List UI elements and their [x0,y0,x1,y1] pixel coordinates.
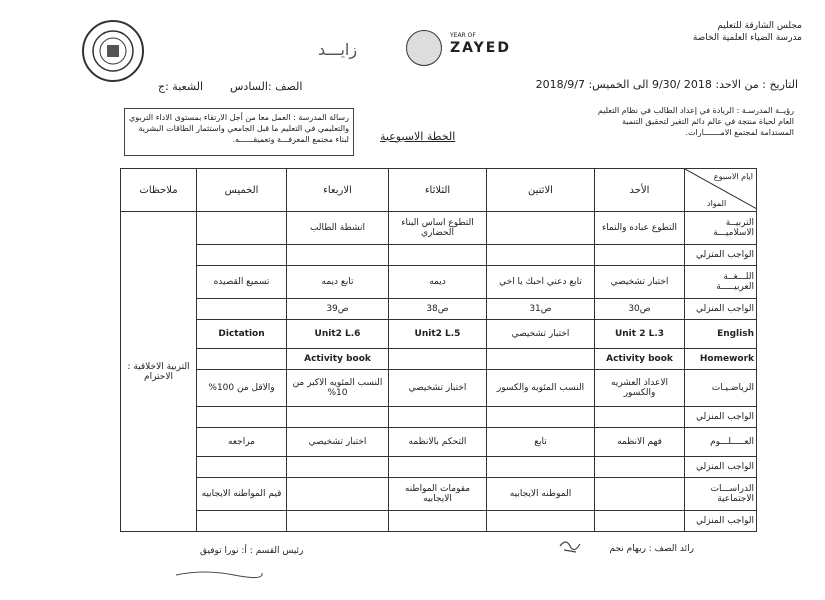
plan-cell: التطوع عباده والنماء [595,212,685,245]
section-label: الشعبة :ج [158,80,204,93]
plan-cell: التحكم بالانظمه [389,428,487,457]
subject-cell: العـــــلـــوم [685,428,757,457]
corner-days-label: ايام الاسبوع [713,172,753,181]
plan-cell [389,349,487,370]
grade-label: الصف :السادس [230,80,303,93]
table-row [121,266,757,299]
plan-cell [595,457,685,478]
subject-cell: الواجب المنزلي [685,511,757,532]
notes-cell: التربية الاخلاقية : الاحترام [121,212,197,532]
plan-cell: الاعداد العشريه والكسور [595,370,685,407]
plan-cell: والاقل من 100% [197,370,287,407]
plan-cell: انشطة الطالب [287,212,389,245]
table-row [121,299,757,320]
plan-cell: Unit2 L.5 [389,320,487,349]
table-row [121,370,757,407]
plan-cell: Activity book [287,349,389,370]
plan-cell: ديمه [389,266,487,299]
plan-cell: اختبار تشخيصي [487,320,595,349]
table-row [121,212,757,245]
plan-cell: ص39 [287,299,389,320]
plan-cell: اختبار تشخيصي [595,266,685,299]
head-of-dept-signature: رئيس القسم : أ: نورا توفيق [200,546,304,556]
plan-cell: Dictation [197,320,287,349]
plan-cell [595,478,685,511]
plan-cell [197,245,287,266]
plan-cell: تابع دعني احبك يا اخي [487,266,595,299]
table-row [121,478,757,511]
plan-cell [287,457,389,478]
plan-cell: ص31 [487,299,595,320]
weekly-plan-table [120,168,757,532]
subject-cell: Homework [685,349,757,370]
class-leader-signature: رائد الصف : ريهام نجم [609,544,694,554]
plan-cell: الموطنه الايجابيه [487,478,595,511]
corner-cell [685,169,757,212]
subject-cell: الواجب المنزلي [685,299,757,320]
plan-cell: مقومات المواطنه الايجابيه [389,478,487,511]
plan-cell: التطوع اساس البناء الحضاري [389,212,487,245]
school-message: رسالة المدرسة : العمل معا من أجل الارتقاء بمستوى الاداء التربوي والتعليمي في التعليم ما قبل الجامعي واستثمار الطاقات البشرية لبناء مجتمع المعرفـــة وتعميقــــــه. [124,108,354,156]
table-row [121,457,757,478]
plan-cell [197,511,287,532]
subject-cell: الواجب المنزلي [685,457,757,478]
table-row [121,245,757,266]
year-of-zayed-logo [318,28,558,64]
subject-cell: English [685,320,757,349]
plan-cell [389,245,487,266]
school-seal-icon [82,20,144,82]
subject-cell: اللـــغــة العربيـــــة [685,266,757,299]
plan-cell [487,212,595,245]
plan-cell: قيم المواطنه الايجابيه [197,478,287,511]
day-header: الأحد [595,169,685,212]
plan-cell [389,457,487,478]
council-name: مجلس الشارقة للتعليم [717,21,802,31]
day-header: الخميس [197,169,287,212]
plan-cell [389,511,487,532]
plan-cell: Unit2 L.6 [287,320,389,349]
plan-cell: النسب المئويه الاكبر من 10% [287,370,389,407]
plan-cell: اختبار تشخيصي [287,428,389,457]
zayed-english: ZAYED [450,40,511,56]
plan-cell [287,511,389,532]
plan-cell: تابع [487,428,595,457]
plan-cell [595,245,685,266]
handwritten-signature-icon-2 [174,564,264,583]
plan-cell: ص38 [389,299,487,320]
plan-cell [487,511,595,532]
zayed-portrait-icon [406,30,442,66]
notes-header: ملاحظات [121,169,197,212]
table-row [121,511,757,532]
plan-cell: فهم الانظمه [595,428,685,457]
plan-cell: تسميع القصيده [197,266,287,299]
plan-cell [487,407,595,428]
subject-cell: الواجب المنزلي [685,407,757,428]
plan-cell [595,407,685,428]
school-header [622,20,802,44]
table-row [121,428,757,457]
table-row [121,320,757,349]
day-header: الثلاثاء [389,169,487,212]
plan-cell: Activity book [595,349,685,370]
handwritten-signature-icon [558,536,582,562]
plan-cell [197,212,287,245]
subject-cell: الرياضـيـات [685,370,757,407]
plan-cell [197,407,287,428]
plan-cell [487,245,595,266]
plan-cell [287,245,389,266]
date-range: التاريخ : من الاحد: 2018 /9/30 الى الخميس: 2018/9/7 [535,78,798,91]
plan-cell [197,457,287,478]
plan-cell [595,511,685,532]
plan-cell [287,478,389,511]
plan-cell: مراجعه [197,428,287,457]
plan-cell: Unit 2 L.3 [595,320,685,349]
corner-subjects-label: المواد [707,199,727,208]
plan-title: الخطة الاسبوعية [380,130,456,143]
zayed-arabic: زايـــد [318,40,358,59]
table-row [121,407,757,428]
plan-cell [197,349,287,370]
subject-cell: الواجب المنزلي [685,245,757,266]
plan-cell [389,407,487,428]
plan-cell: ص30 [595,299,685,320]
plan-cell: النسب المئويه والكسور [487,370,595,407]
subject-cell: التربيــة الاسلاميـــة [685,212,757,245]
school-vision: رؤيــة المدرسـة : الريادة في إعداد الطالب في نظام التعليم العام لحياة منتجة في عالم دائم التغير لتحقيق التنمية المستدامة لمجتمع الامـــــــارات. [597,106,794,137]
subject-cell: الدراســـات الاجتماعية [685,478,757,511]
plan-cell [287,407,389,428]
plan-cell [197,299,287,320]
school-name: مدرسة الضياء العلمية الخاصة [692,33,802,43]
plan-cell: تابع ديمه [287,266,389,299]
table-row [121,349,757,370]
plan-cell [487,349,595,370]
plan-cell [487,457,595,478]
day-header: الاثنين [487,169,595,212]
table-header-row [121,169,757,212]
day-header: الاربعاء [287,169,389,212]
plan-cell: اختبار تشخيصي [389,370,487,407]
year-of-text: YEAR OF [450,32,476,39]
